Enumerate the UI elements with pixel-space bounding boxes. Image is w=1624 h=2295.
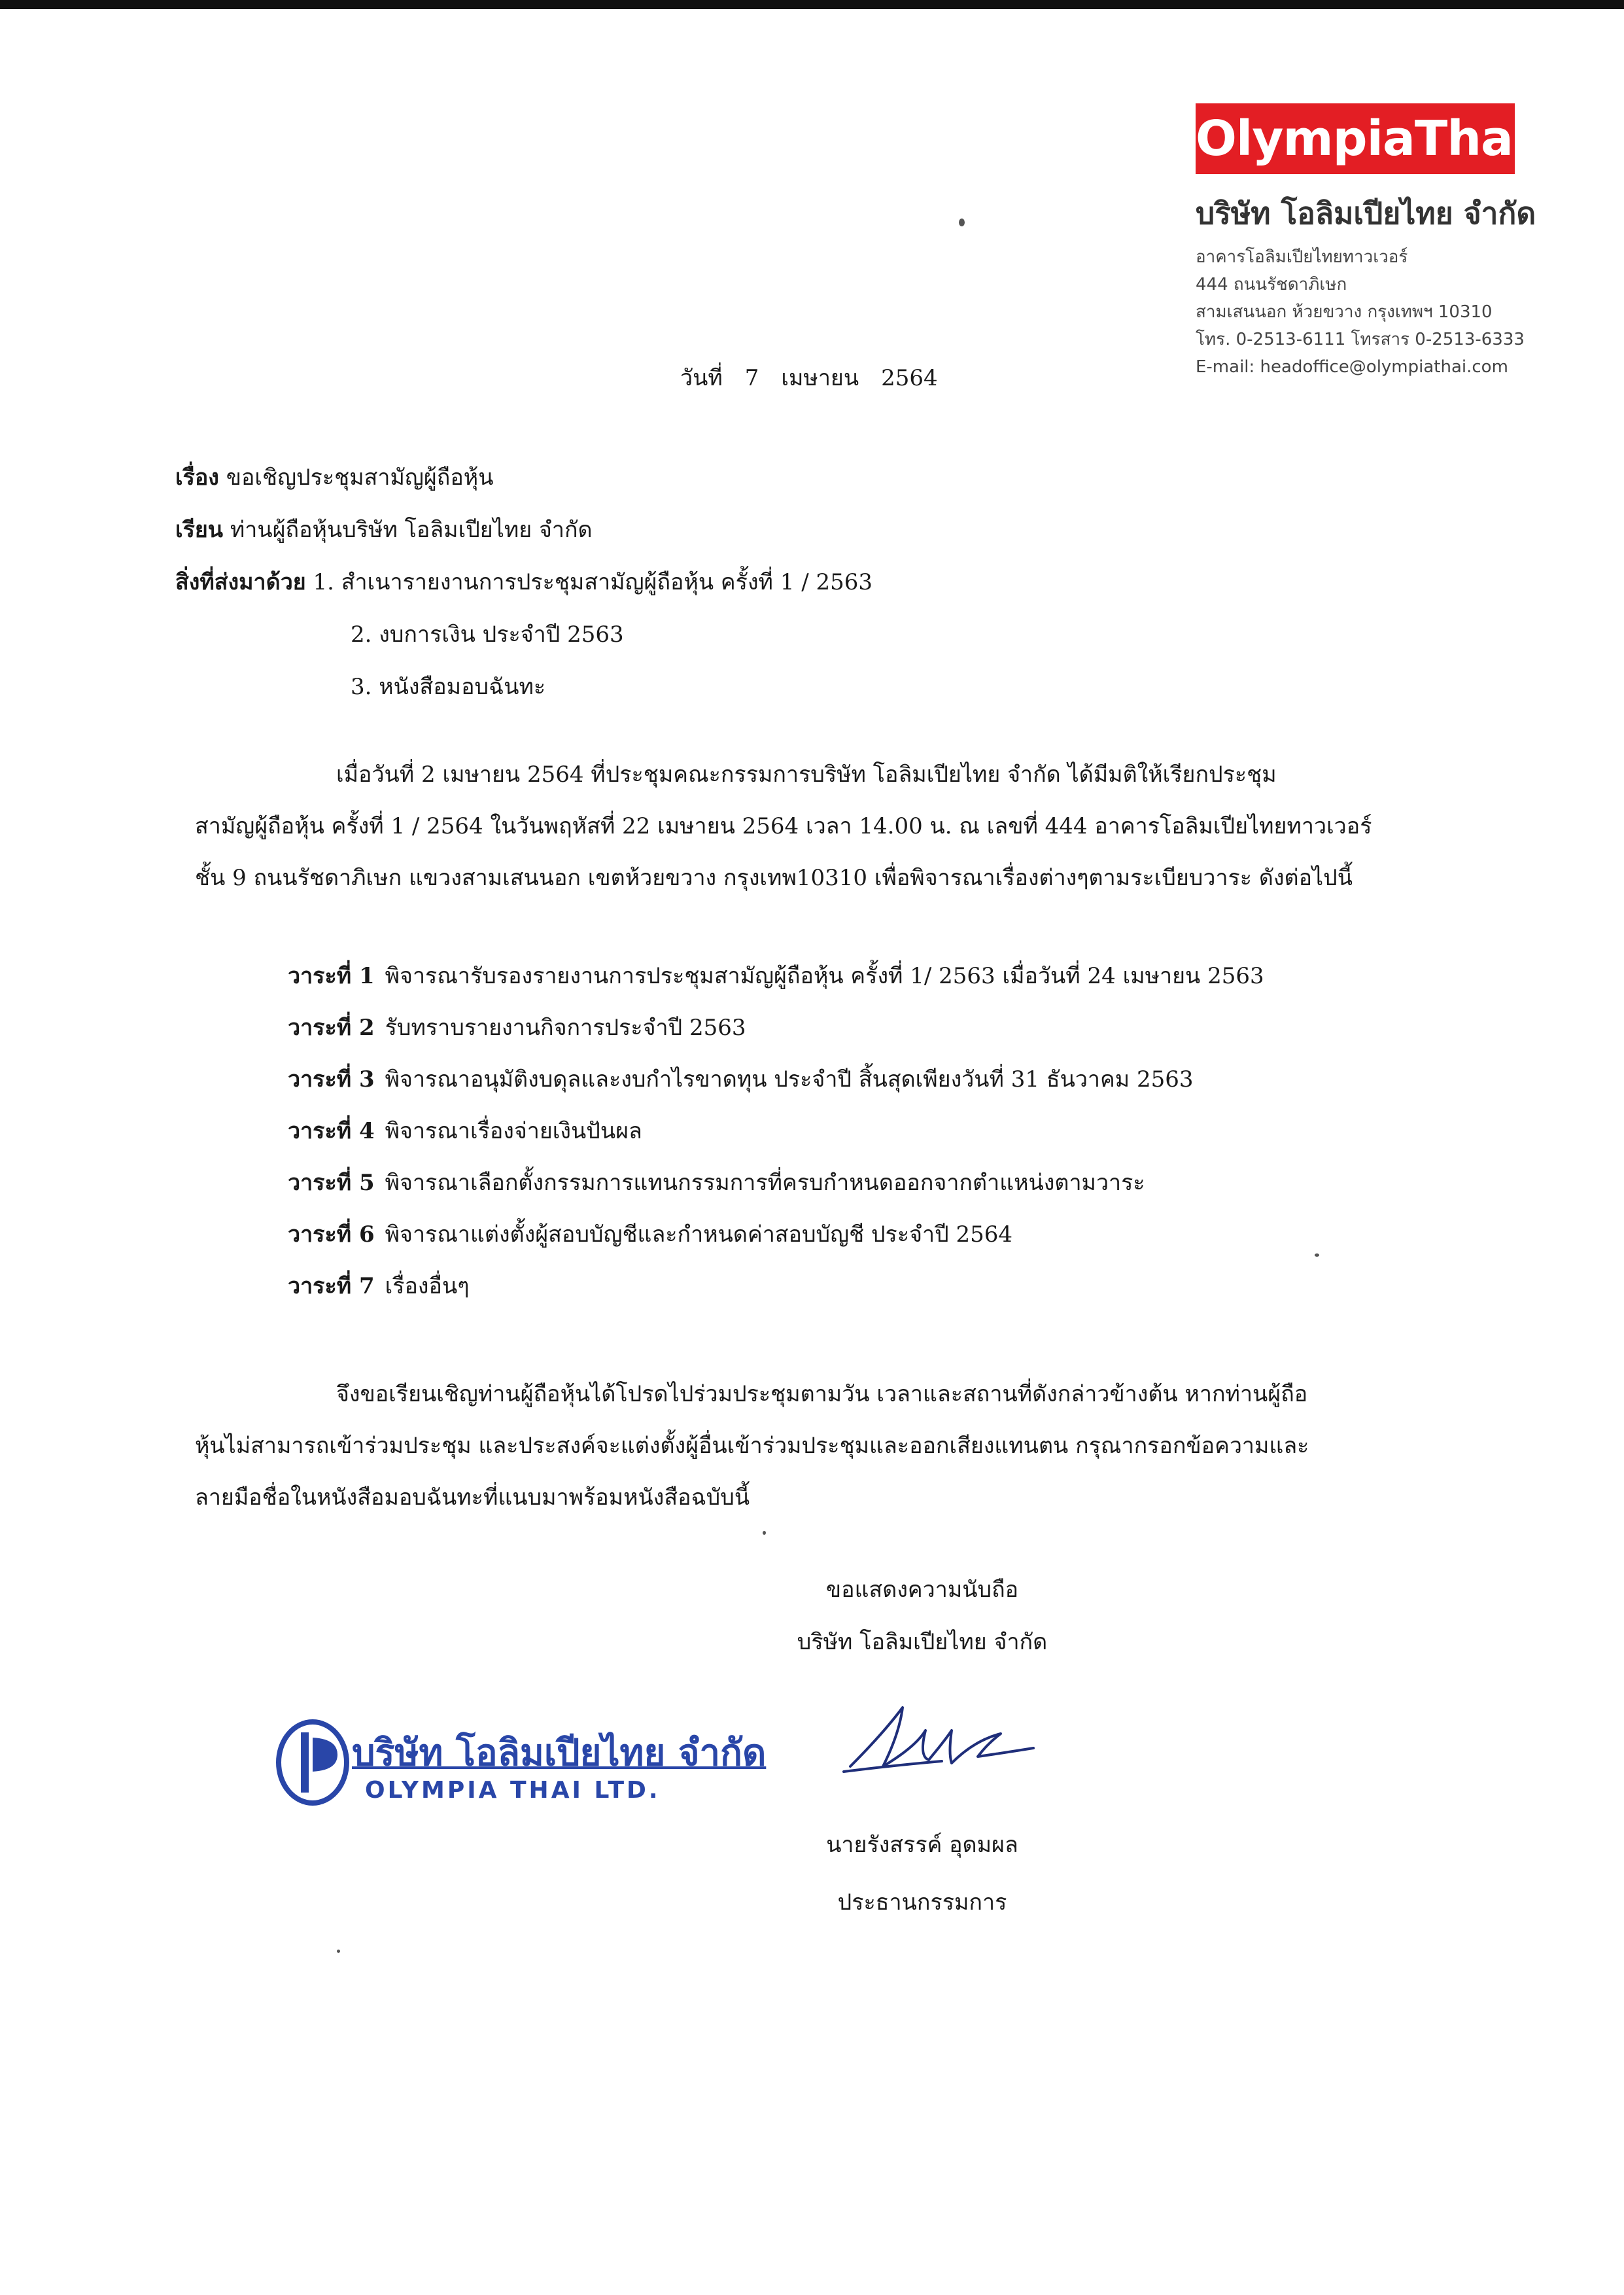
date-month: เมษายน [781, 365, 859, 391]
closing-regards: ขอแสดงความนับถือ [825, 1577, 1019, 1603]
agenda-text: เรื่องอื่นๆ [385, 1273, 470, 1299]
recipient-label: เรียน [175, 517, 224, 543]
agenda-item [288, 1163, 1264, 1215]
body-paragraph-2 [195, 1369, 1398, 1524]
agenda-item [288, 1060, 1264, 1112]
agenda-item [288, 1112, 1264, 1163]
letter-header-block [175, 458, 872, 720]
agenda-text: พิจารณารับรองรายงานการประชุมสามัญผู้ถือหุ้น ครั้งที่ 1/ 2563 เมื่อวันที่ 24 เมษายน 2563 [385, 963, 1264, 989]
address-line: โทร. 0-2513-6111 โทรสาร 0-2513-6333 [1196, 330, 1525, 349]
signature [837, 1694, 1046, 1793]
agenda-item [288, 956, 1264, 1008]
agenda-item [288, 1008, 1264, 1060]
agenda-list [288, 956, 1264, 1318]
agenda-text: พิจารณาอนุมัติงบดุลและงบกำไรขาดทุน ประจำปี สิ้นสุดเพียงวันที่ 31 ธันวาคม 2563 [385, 1066, 1194, 1093]
scan-speck [959, 219, 965, 226]
agenda-key: วาระที่ 3 [288, 1066, 375, 1093]
agenda-text: พิจารณาเลือกตั้งกรรมการแทนกรรมการที่ครบกำหนดออกจากตำแหน่งตามวาระ [385, 1170, 1145, 1196]
scan-top-border [0, 0, 1624, 9]
company-stamp [275, 1714, 772, 1825]
agenda-key: วาระที่ 5 [288, 1170, 375, 1196]
recipient-line [175, 510, 872, 563]
agenda-key: วาระที่ 2 [288, 1015, 375, 1041]
signer-block [778, 1825, 1066, 1940]
scan-speck [1315, 1253, 1319, 1257]
stamp-name-english: OLYMPIA THAI LTD. [365, 1777, 661, 1804]
paragraph-line: สามัญผู้ถือหุ้น ครั้งที่ 1 / 2564 ในวันพฤหัสที่ 22 เมษายน 2564 เวลา 14.00 น. ณ เลขที่ 444 อาคารโอลิมเปียไทยทาวเวอร์ [195, 813, 1372, 839]
agenda-item [288, 1215, 1264, 1267]
date-day: 7 [744, 365, 759, 391]
paragraph-line: จึงขอเรียนเชิญท่านผู้ถือหุ้นได้โปรดไปร่วมประชุมตามวัน เวลาและสถานที่ดังกล่าวข้างต้น หากท่านผู้ถือ [336, 1381, 1308, 1407]
company-address [1196, 243, 1614, 381]
enclosure-label: สิ่งที่ส่งมาด้วย [175, 569, 306, 595]
signer-name: นายรังสรรค์ อุดมผล [826, 1832, 1018, 1858]
address-line: สามเสนนอก ห้วยขวาง กรุงเทพฯ 10310 [1196, 302, 1493, 322]
address-line: อาคารโอลิมเปียไทยทาวเวอร์ [1196, 247, 1408, 267]
subject-text: ขอเชิญประชุมสามัญผู้ถือหุ้น [226, 464, 494, 491]
paragraph-line: เมื่อวันที่ 2 เมษายน 2564 ที่ประชุมคณะกรรมการบริษัท โอลิมเปียไทย จำกัด ได้มีมติให้เรียกประชุม [336, 762, 1277, 788]
recipient-text: ท่านผู้ถือหุ้นบริษัท โอลิมเปียไทย จำกัด [230, 517, 593, 543]
signer-title: ประธานกรรมการ [837, 1889, 1007, 1916]
closing-block [778, 1570, 1066, 1675]
stamp-name-thai: บริษัท โอลิมเปียไทย จำกัด [352, 1732, 767, 1774]
paragraph-line: ชั้น 9 ถนนรัชดาภิเษก แขวงสามเสนนอก เขตห้วยขวาง กรุงเทพ10310 เพื่อพิจารณาเรื่องต่างๆตามระเบียบวาระ ดังต่อไปนี้ [195, 865, 1353, 891]
company-name-thai: บริษัท โอลิมเปียไทย จำกัด [1196, 196, 1536, 231]
enclosure-item: 2. งบการเงิน ประจำปี 2563 [351, 622, 624, 648]
agenda-text: รับทราบรายงานกิจการประจำปี 2563 [385, 1015, 746, 1041]
agenda-item [288, 1267, 1264, 1318]
closing-company: บริษัท โอลิมเปียไทย จำกัด [797, 1629, 1048, 1655]
body-paragraph-1 [195, 749, 1398, 904]
address-line: E-mail: headoffice@olympiathai.com [1196, 357, 1508, 377]
agenda-key: วาระที่ 6 [288, 1221, 375, 1248]
agenda-text: พิจารณาเรื่องจ่ายเงินปันผล [385, 1118, 642, 1144]
agenda-text: พิจารณาแต่งตั้งผู้สอบบัญชีและกำหนดค่าสอบบัญชี ประจำปี 2564 [385, 1221, 1013, 1248]
subject-label: เรื่อง [175, 464, 219, 491]
scan-speck [763, 1531, 766, 1535]
enclosure-item: 3. หนังสือมอบฉันทะ [351, 674, 546, 700]
agenda-key: วาระที่ 1 [288, 963, 375, 989]
letter-date [680, 360, 960, 395]
subject-line [175, 458, 872, 510]
date-year: 2564 [881, 365, 938, 391]
paragraph-line: ลายมือชื่อในหนังสือมอบฉันทะที่แนบมาพร้อมหนังสือฉบับนี้ [195, 1484, 750, 1511]
address-line: 444 ถนนรัชดาภิเษก [1196, 275, 1347, 294]
paragraph-line: หุ้นไม่สามารถเข้าร่วมประชุม และประสงค์จะแต่งตั้งผู้อื่นเข้าร่วมประชุมและออกเสียงแทนตน กรุณากรอกข้อความและ [195, 1433, 1309, 1459]
enclosure-line [175, 563, 872, 615]
date-label: วันที่ [680, 365, 723, 391]
agenda-key: วาระที่ 7 [288, 1273, 375, 1299]
enclosure-item: 1. สำเนารายงานการประชุมสามัญผู้ถือหุ้น ครั้งที่ 1 / 2563 [313, 569, 872, 595]
stamp-emblem-icon [275, 1717, 352, 1808]
company-logo: OlympiaThai [1196, 103, 1515, 174]
agenda-key: วาระที่ 4 [288, 1118, 375, 1144]
scan-speck [337, 1950, 340, 1953]
